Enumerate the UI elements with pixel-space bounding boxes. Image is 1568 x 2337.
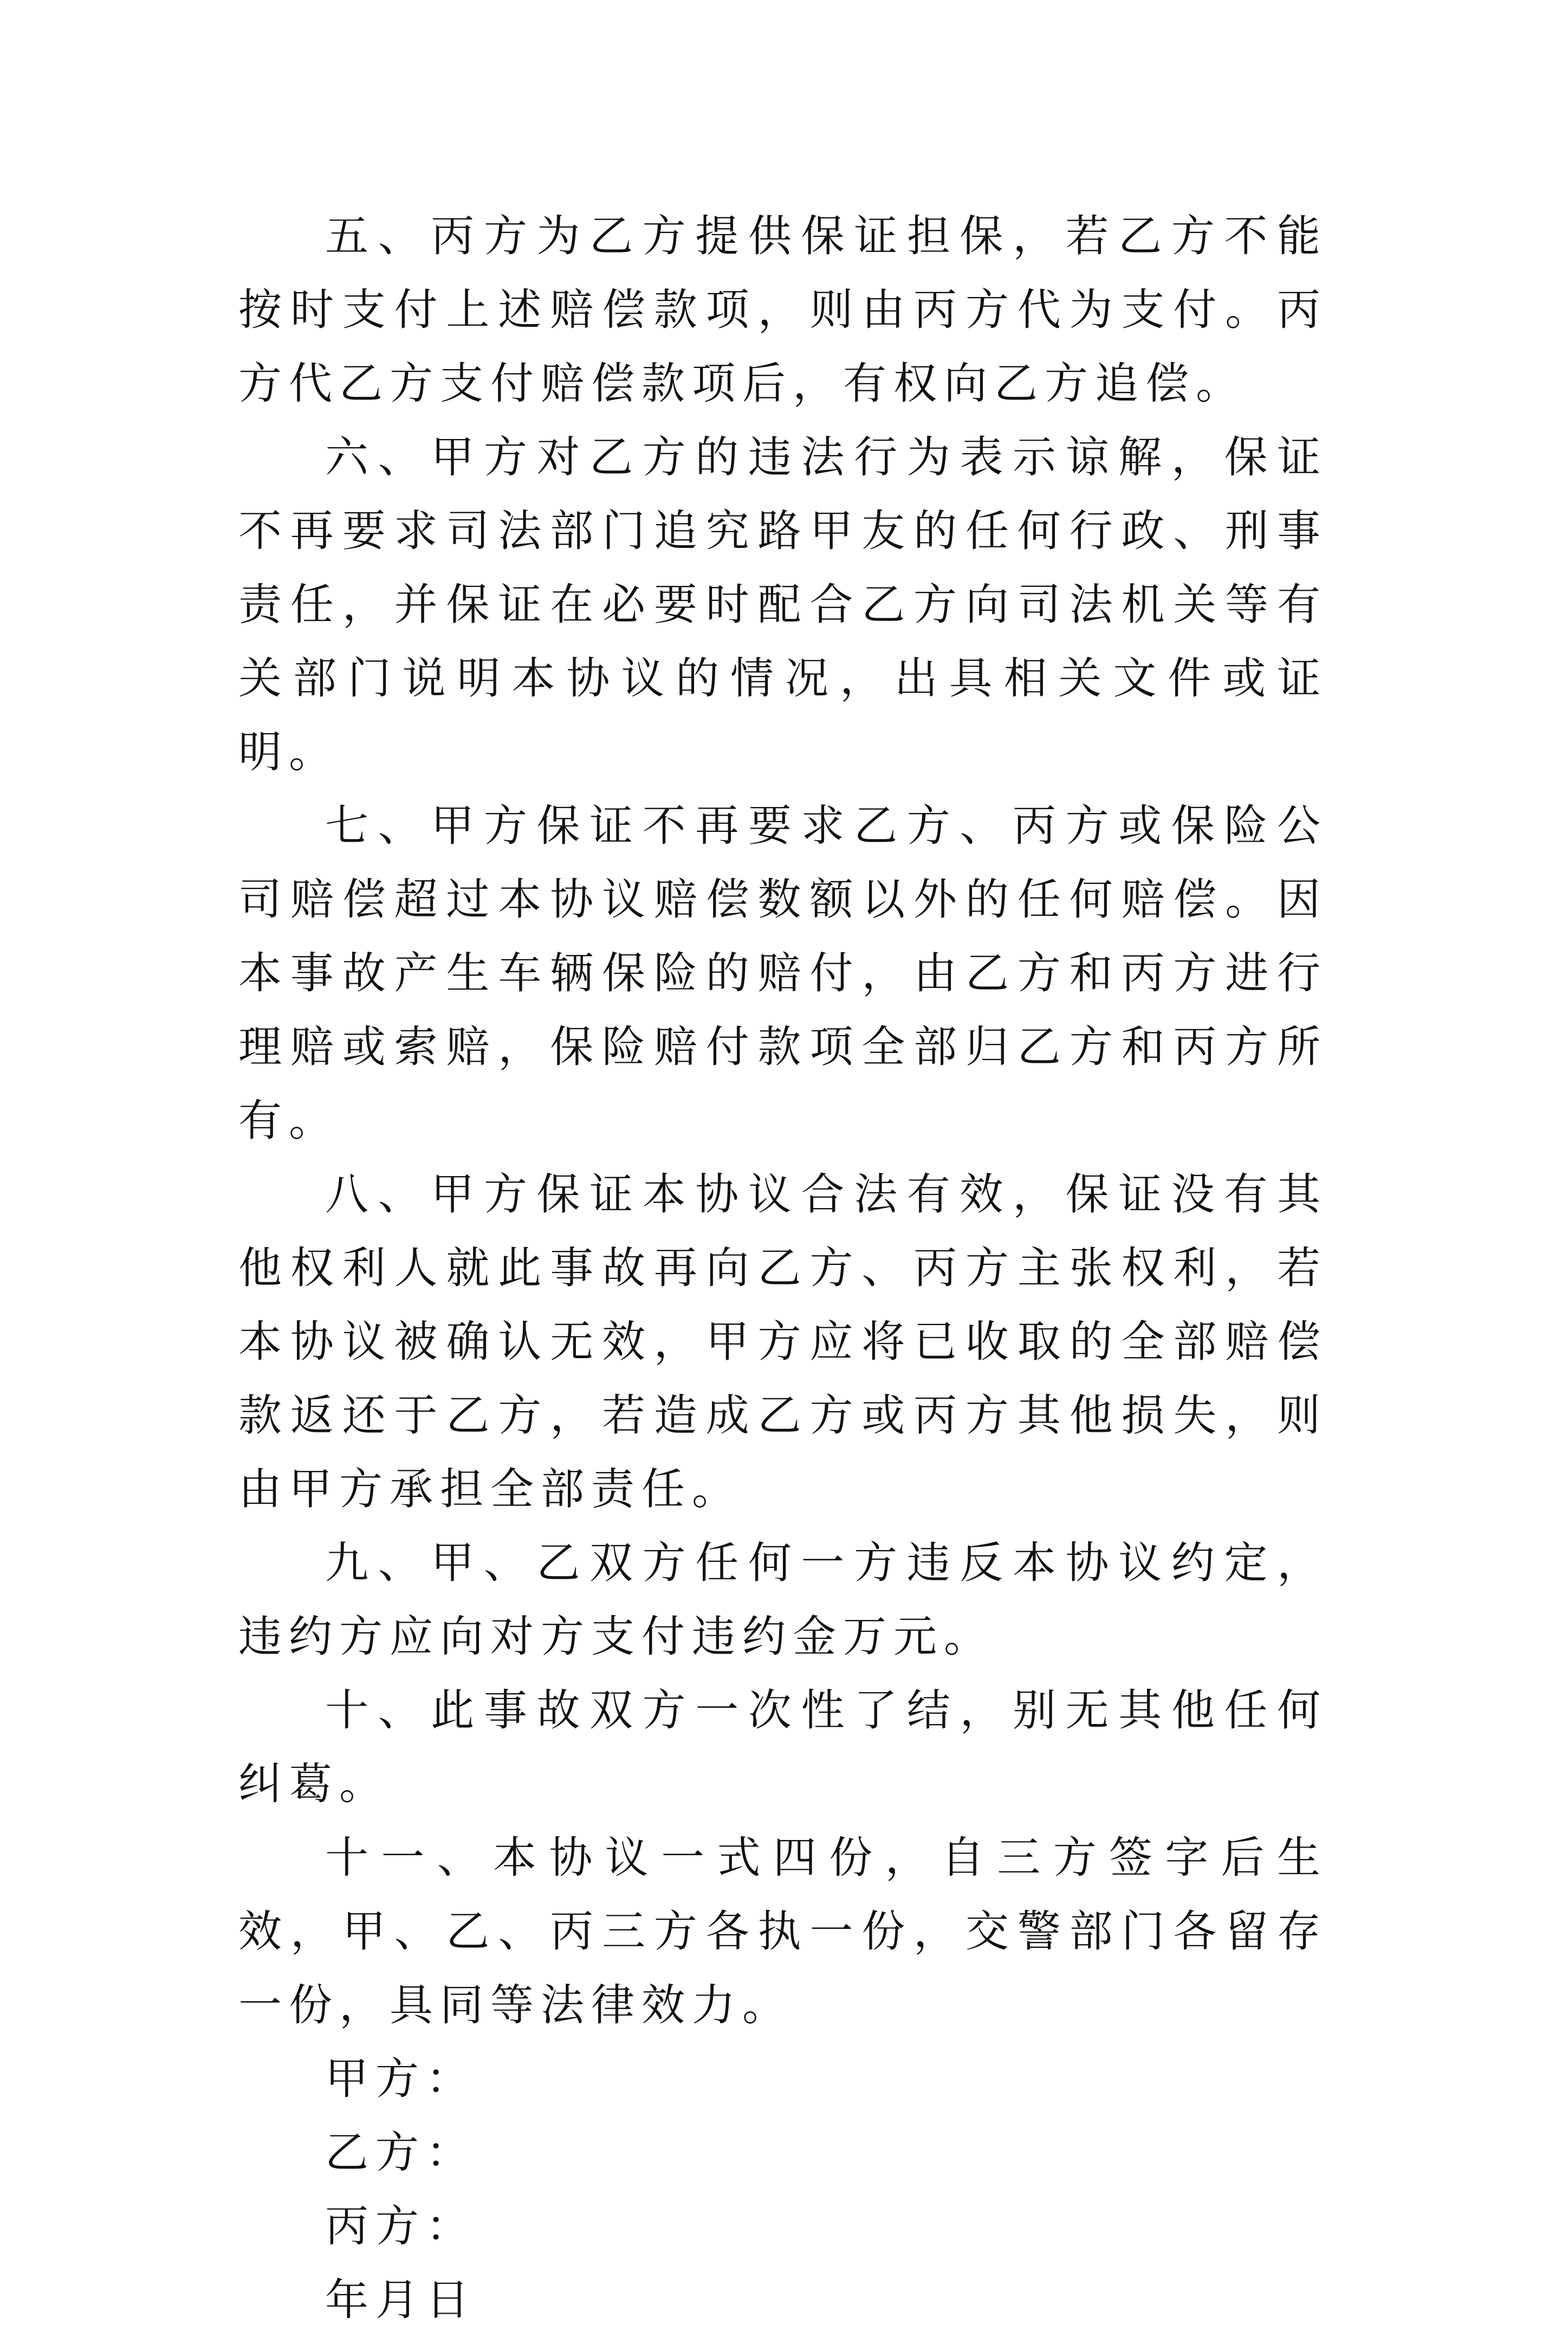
clause-5: 五、丙方为乙方提供保证担保，若乙方不能按时支付上述赔偿款项，则由丙方代为支付。丙方代乙方支付赔偿款项后，有权向乙方追偿。 [238, 211, 1327, 409]
party-c-signature: 丙方： [325, 2201, 476, 2251]
party-a-signature: 甲方： [325, 2054, 476, 2104]
clause-11: 十一、本协议一式四份，自三方签字后生效，甲、乙、丙三方各执一份，交警部门各留存一份，具同等法律效力。 [238, 1832, 1327, 2030]
clause-9: 九、甲、乙双方任何一方违反本协议约定，违约方应向对方支付违约金万元。 [238, 1538, 1327, 1662]
party-b-signature: 乙方： [325, 2127, 476, 2178]
clause-8: 八、甲方保证本协议合法有效，保证没有其他权利人就此事故再向乙方、丙方主张权利，若本协议被确认无效，甲方应将已收取的全部赔偿款返还于乙方，若造成乙方或丙方其他损失，则由甲方承担全部责任。 [238, 1169, 1327, 1514]
clause-7: 七、甲方保证不再要求乙方、丙方或保险公司赔偿超过本协议赔偿数额以外的任何赔偿。因本事故产生车辆保险的赔付，由乙方和丙方进行理赔或索赔，保险赔付款项全部归乙方和丙方所有。 [238, 800, 1327, 1146]
agreement-body [238, 199, 1327, 2337]
clause-10: 十、此事故双方一次性了结，别无其他任何纠葛。 [238, 1685, 1327, 1809]
signature-date: 年月日 [325, 2275, 476, 2325]
clause-6: 六、甲方对乙方的违法行为表示谅解，保证不再要求司法部门追究路甲友的任何行政、刑事责任，并保证在必要时配合乙方向司法机关等有关部门说明本协议的情况，出具相关文件或证明。 [238, 432, 1327, 777]
